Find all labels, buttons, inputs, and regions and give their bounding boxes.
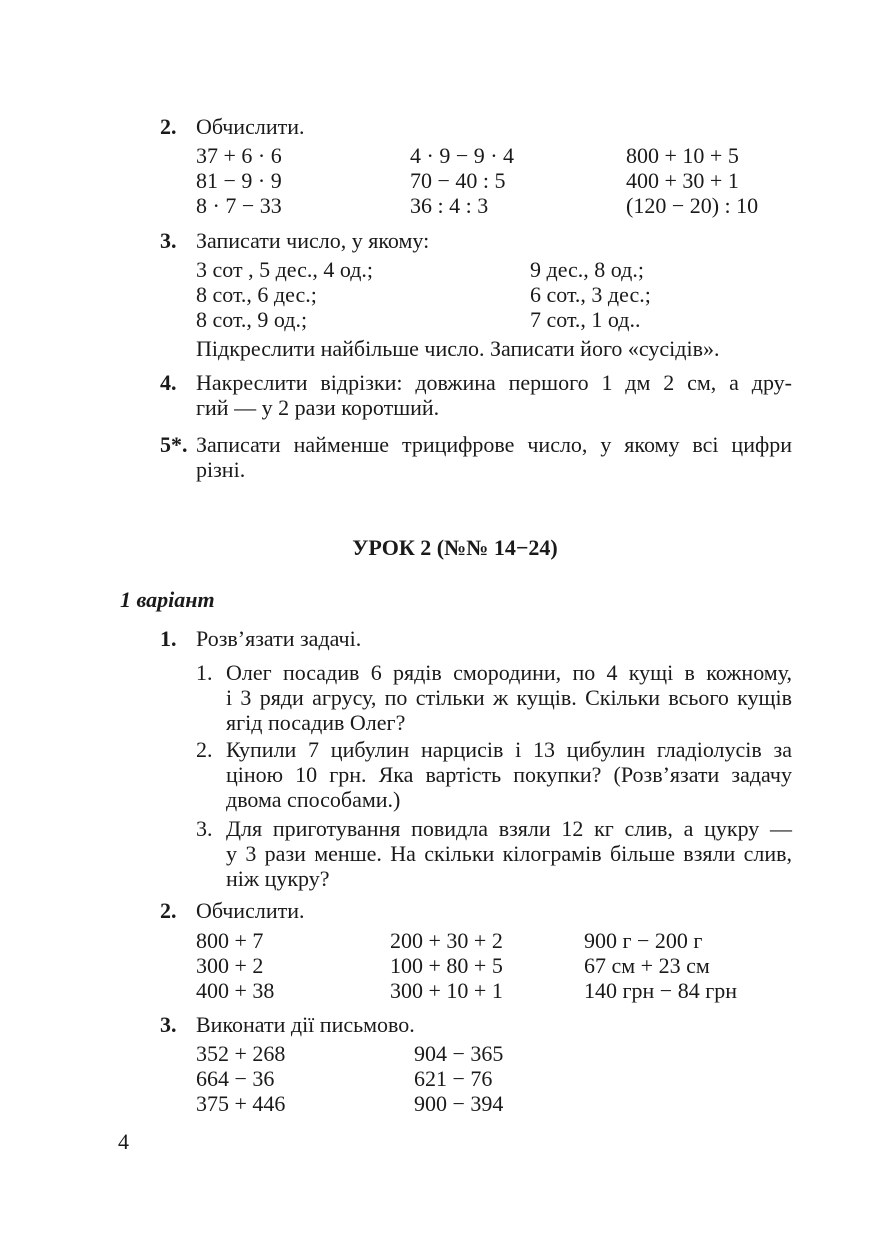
expression: 4 · 9 − 9 · 4 (410, 143, 515, 168)
page-number: 4 (118, 1129, 129, 1154)
expression: 621 − 76 (414, 1066, 493, 1091)
task-text-line: гий — у 2 рази коротший. (196, 395, 440, 420)
task-note: Підкреслити найбільше число. Записати його «сусідів». (196, 336, 720, 361)
problem-text-line: Купили 7 цибулин нарцисів і 13 цибулин гладіолусів за (226, 737, 792, 762)
problem-text-line: у 3 рази менше. На скільки кілограмів більше взяли слив, (226, 841, 792, 866)
expression: 375 + 446 (196, 1091, 286, 1116)
problem-text-line: Олег посадив 6 рядів смородини, по 4 кущі в кожному, (226, 660, 792, 685)
problem-marker: 2. (196, 737, 213, 762)
task-number: 4. (160, 370, 177, 395)
expression: 81 − 9 · 9 (196, 168, 282, 193)
variant-title: 1 варіант (120, 587, 215, 612)
expression: (120 − 20) : 10 (626, 193, 759, 218)
task-number: 2. (160, 898, 177, 923)
expression: 900 − 394 (414, 1091, 504, 1116)
problem-text-line: ціною 10 грн. Яка вартість покупки? (Розв’язати задачу (226, 762, 792, 787)
task-title: Обчислити. (196, 898, 305, 923)
expression: 904 − 365 (414, 1041, 504, 1066)
task-number: 3. (160, 1012, 177, 1037)
expression: 800 + 7 (196, 928, 264, 953)
digit-description: 8 сот., 9 од.; (196, 307, 308, 332)
expression: 900 г − 200 г (584, 928, 703, 953)
expression: 664 − 36 (196, 1066, 275, 1091)
problem-text-line: ніж цукру? (226, 866, 330, 891)
digit-description: 9 дес., 8 од.; (530, 257, 644, 282)
problem-marker: 3. (196, 816, 213, 841)
digit-description: 7 сот., 1 од.. (530, 307, 641, 332)
digit-description: 6 сот., 3 дес.; (530, 282, 651, 307)
task-number: 3. (160, 228, 177, 253)
task-number: 1. (160, 626, 177, 651)
expression: 400 + 38 (196, 978, 275, 1003)
task-title: Обчислити. (196, 114, 305, 139)
expression: 67 см + 23 см (584, 953, 710, 978)
expression: 400 + 30 + 1 (626, 168, 739, 193)
task-title: Розв’язати задачі. (196, 626, 362, 651)
task-text-line: Записати найменше трицифрове число, у якому всі цифри (196, 432, 792, 457)
expression: 300 + 10 + 1 (390, 978, 503, 1003)
expression: 37 + 6 · 6 (196, 143, 282, 168)
task-number: 5*. (160, 432, 188, 457)
task-title: Виконати дії письмово. (196, 1012, 415, 1037)
problem-text-line: ягід посадив Олег? (226, 710, 406, 735)
lesson-heading: УРОК 2 (№№ 14−24) (352, 535, 558, 560)
expression: 100 + 80 + 5 (390, 953, 503, 978)
task-number: 2. (160, 114, 177, 139)
digit-description: 3 сот , 5 дес., 4 од.; (196, 257, 374, 282)
problem-text-line: і 3 ряди агрусу, по стільки ж кущів. Скільки всього кущів (226, 685, 792, 710)
problem-text-line: Для приготування повидла взяли 12 кг слив, а цукру — (226, 816, 792, 841)
expression: 36 : 4 : 3 (410, 193, 489, 218)
expression: 300 + 2 (196, 953, 264, 978)
expression: 140 грн − 84 грн (584, 978, 738, 1003)
expression: 200 + 30 + 2 (390, 928, 503, 953)
expression: 352 + 268 (196, 1041, 286, 1066)
task-text-line: різні. (196, 457, 246, 482)
task-text-line: Накреслити відрізки: довжина першого 1 дм 2 см, а дру- (196, 370, 792, 395)
problem-marker: 1. (196, 660, 213, 685)
digit-description: 8 сот., 6 дес.; (196, 282, 317, 307)
expression: 800 + 10 + 5 (626, 143, 739, 168)
expression: 8 · 7 − 33 (196, 193, 282, 218)
expression: 70 − 40 : 5 (410, 168, 506, 193)
problem-text-line: двома способами.) (226, 787, 401, 812)
task-title: Записати число, у якому: (196, 228, 430, 253)
